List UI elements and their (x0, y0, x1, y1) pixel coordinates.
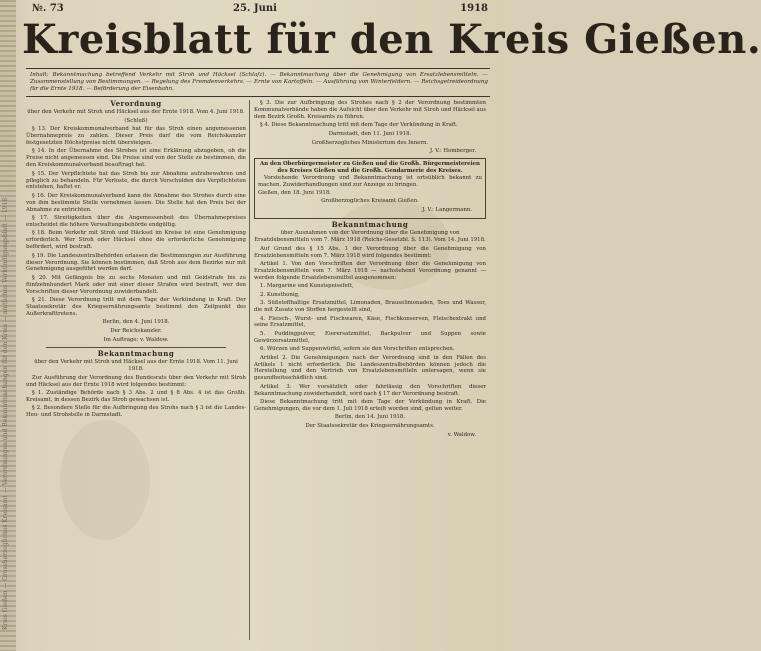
notice-signature-name: J. V.: Langermann. (422, 207, 472, 214)
signature-title: Der Staatssekretär des Kriegsernährungsamts. (305, 423, 435, 430)
paragraph: § 13. Der Kreiskommunalverband hat für das Stroh einen angemessenen Übernahmepreis zu zahlen. Dieser Preis darf die vom Reichskanzler festgesetzten Höchstpreise nicht übersteigen. (26, 126, 246, 147)
binding-text: Kreis Gießen — Grossherzogliches Kreisamt — Verordnungen und Bekanntmachungen für den Kreis — amtliches Verkündigungsblatt — 1918 (2, 197, 9, 630)
section-subtitle: über den Verkehr mit Stroh und Häcksel aus der Ernte 1918. Vom 11. Juni 1918. (34, 358, 238, 372)
paragraph: Artikel 2. Die Genehmigungen nach der Verordnung sind in den Fällen des Artikels 1 nicht erforderlich. Die Landeszentralbehörden können jedoch die Herstellung und den Vertrieb von Ersatzlebensmitteln untersagen, wenn sie gesundheitsschädlich sind. (254, 354, 486, 382)
list-item: 3. Süßstoffhaltige Ersatzmittel, Limonaden, Brauselimonaden, Tees und Wasser, die mit Zusatz von Stoffen hergestellt sind, (254, 300, 486, 314)
signature-name: v. Waldow. (447, 432, 476, 439)
paragraph: Diese Bekanntmachung tritt mit dem Tage der Verkündung in Kraft. Die Genehmigungen, die vor dem 1. Juli 1918 erteilt worden sind, gelten weiter. (254, 399, 486, 412)
notice-signature-title: Großherzogliches Kreisamt Gießen. (321, 198, 419, 205)
paragraph: § 4. Diese Bekanntmachung tritt mit dem Tage der Verkündung in Kraft. (260, 122, 458, 129)
paragraph: Artikel 1. Von den Vorschriften der Verordnung über die Genehmigung von Ersatzlebensmitteln vom 7. März 1918 — nachstehend Verordnung genannt — werden folgende Ersatzlebensmittel ausgenommen: (254, 261, 486, 282)
column-divider (249, 100, 250, 640)
signature-name: Im Auftrage: v. Waldow. (103, 337, 169, 344)
list-item: 6. Würzen und Suppenwürfel, sofern sie den Vorschriften entsprechen. (260, 346, 455, 353)
place-date: Berlin, den 4. Juni 1918. (102, 319, 170, 326)
signature-title: Großherzogliches Ministerium des Innern. (311, 139, 429, 146)
paragraph: Artikel 3. Wer vorsätzlich oder fahrlässig den Vorschriften dieser Bekanntmachung zuwiderhandelt, wird nach § 17 der Verordnung bestraft. (254, 383, 486, 397)
right-column (254, 100, 486, 640)
paragraph: Auf Grund des § 15 Abs. 1 der Verordnung über die Genehmigung von Ersatzlebensmitteln vom 7. März 1918 wird folgendes bestimmt: (254, 245, 486, 259)
list-item: 5. Puddingpulver, Eierersatzmittel, Backpulver und Suppen sowie Gewürzersatzmittel, (254, 330, 486, 344)
section-subtitle: über Ausnahmen von der Verordnung über die Genehmigung von Ersatzlebensmitteln vom 7. März 1918 (Reichs-Gesetzbl. S. 113). Vom 14. Juni 1918. (254, 230, 486, 243)
place-date: Berlin, den 14. Juni 1918. (334, 414, 406, 421)
notice-title: An den Oberbürgermeister zu Gießen und die Großh. Bürgermeistereien des Kreises Gießen und die Großh. Gendarmerie des Kreises. (260, 161, 480, 175)
paragraph: Zur Ausführung der Verordnung des Bundesrats über den Verkehr mit Stroh und Häcksel aus der Ernte 1918 wird folgendes bestimmt: (26, 374, 246, 388)
table-of-contents: Inhalt: Bekanntmachung betreffend Verkehr mit Stroh und Häcksel (Schlafz). — Bekanntmachung über die Genehmigung von Ersatzlebensmitteln. — Zusammenstellung von Bestimmungen. — Regelung des Fremdenverkehrs. — Ernte von Kartoffeln. — Ausführung von Winterfeldern. — Reichsgetreideordnung für die Ernte 1918. — Beförderung der Eisenbahn. (30, 72, 488, 92)
paragraph: § 21. Diese Verordnung tritt mit dem Tage der Verkündung in Kraft. Der Staatssekretär des Kriegsernährungsamts bestimmt den Zeitpunkt des Außerkrafttretens. (26, 297, 246, 317)
divider (26, 68, 490, 69)
paragraph: § 20. Mit Gefängnis bis zu sechs Monaten und mit Geldstrafe bis zu fünfzehnhundert Mark oder mit einer dieser Strafen wird bestraft, wer den Vorschriften dieser Verordnung zuwiderhandelt. (26, 274, 246, 295)
list-item: 2. Kunsthonig, (260, 291, 300, 298)
paragraph: § 14. In der Übernahme des Strohes ist eine Erklärung abzugeben, ob die Preise nicht angemessen sind. Die Preise sind von der Stelle zu bestimmen, die den Kreiskommunalverband beauftragt hat. (26, 148, 246, 169)
list-item: 4. Fleisch-, Wurst- und Fischwaren, Käse, Fischkonserven, Fleischextrakt und seine Ersatzmittel, (254, 315, 486, 329)
paragraph: § 1. Zuständige Behörde nach § 3 Abs. 2 und § 8 Abs. 4 ist das Großh. Kreisamt, in dessen Bezirk das Stroh gewachsen ist. (26, 390, 246, 403)
divider (26, 96, 490, 97)
paragraph: (Schluß) (124, 117, 148, 124)
paragraph: § 3. Die zur Aufbringung des Strohes nach § 2 der Verordnung bestimmten Kommunalverbände haben die Aufsicht über den Verkehr mit Stroh und Häcksel aus dem Bezirk Großh. Kreisamts zu führen. (254, 100, 486, 120)
page-binding (0, 0, 16, 651)
left-column (26, 100, 246, 640)
paragraph: § 18. Beim Verkehr mit Stroh und Häcksel im Kreise ist eine Genehmigung erforderlich. Wer Stroh oder Häcksel ohne die erforderliche Genehmigung befördert, wird bestraft. (26, 230, 246, 251)
paragraph: § 15. Der Verpflichtete hat das Stroh bis zur Abnahme aufzubewahren und pfleglich zu behandeln. Für Verluste, die durch Verschulden des Verpflichteten entstehen, haftet er. (26, 170, 246, 191)
notice-place-date: Gießen, den 18. Juni 1918. (258, 190, 331, 197)
section-title: Verordnung (110, 99, 162, 108)
notice-box (254, 158, 486, 219)
paragraph: § 19. Die Landeszentralbehörden erlassen die Bestimmungen zur Ausführung dieser Verordnung. Sie können bestimmen, daß Stroh aus dem Bezirke nur mit Genehmigung ausgeführt werden darf. (26, 252, 246, 273)
issue-number: №. 73 (32, 3, 64, 14)
notice-text: Vorstehende Verordnung und Bekanntmachung ist ortsüblich bekannt zu machen. Zuwiderhandlungen sind zur Anzeige zu bringen. (258, 175, 482, 189)
issue-year: 1918 (460, 3, 488, 14)
paragraph: § 17. Streitigkeiten über die Angemessenheit des Übernahmepreises entscheidet die höhere Verwaltungsbehörde endgültig. (26, 215, 246, 228)
signature-title: Der Reichskanzler. (110, 328, 162, 335)
masthead-title: Kreisblatt für den Kreis Gießen. (22, 16, 761, 63)
section-divider (46, 347, 226, 348)
paragraph: § 16. Der Kreiskommunalverband kann die Abnahme des Strohes durch eine von ihm bestimmte Stelle vornehmen lassen. Die Stelle hat den Preis bei der Abnahme zu entrichten. (26, 192, 246, 213)
place-date: Darmstadt, den 11. Juni 1918. (328, 130, 412, 137)
signature-name: J. V.: Homberger. (430, 148, 476, 155)
list-item: 1. Margarine und Kunstspeisefett, (260, 283, 354, 290)
issue-date: 25. Juni (233, 3, 277, 14)
paragraph: § 2. Besondere Stelle für die Aufbringung des Strohs nach § 3 ist die Landes-Heu- und Strohstelle in Darmstadt. (26, 405, 246, 419)
section-subtitle: über den Verkehr mit Stroh und Häcksel aus der Ernte 1918. Vom 4. Juni 1918. (27, 108, 245, 115)
section-title: Bekanntmachung (97, 349, 175, 358)
section-title: Bekanntmachung (331, 220, 409, 230)
